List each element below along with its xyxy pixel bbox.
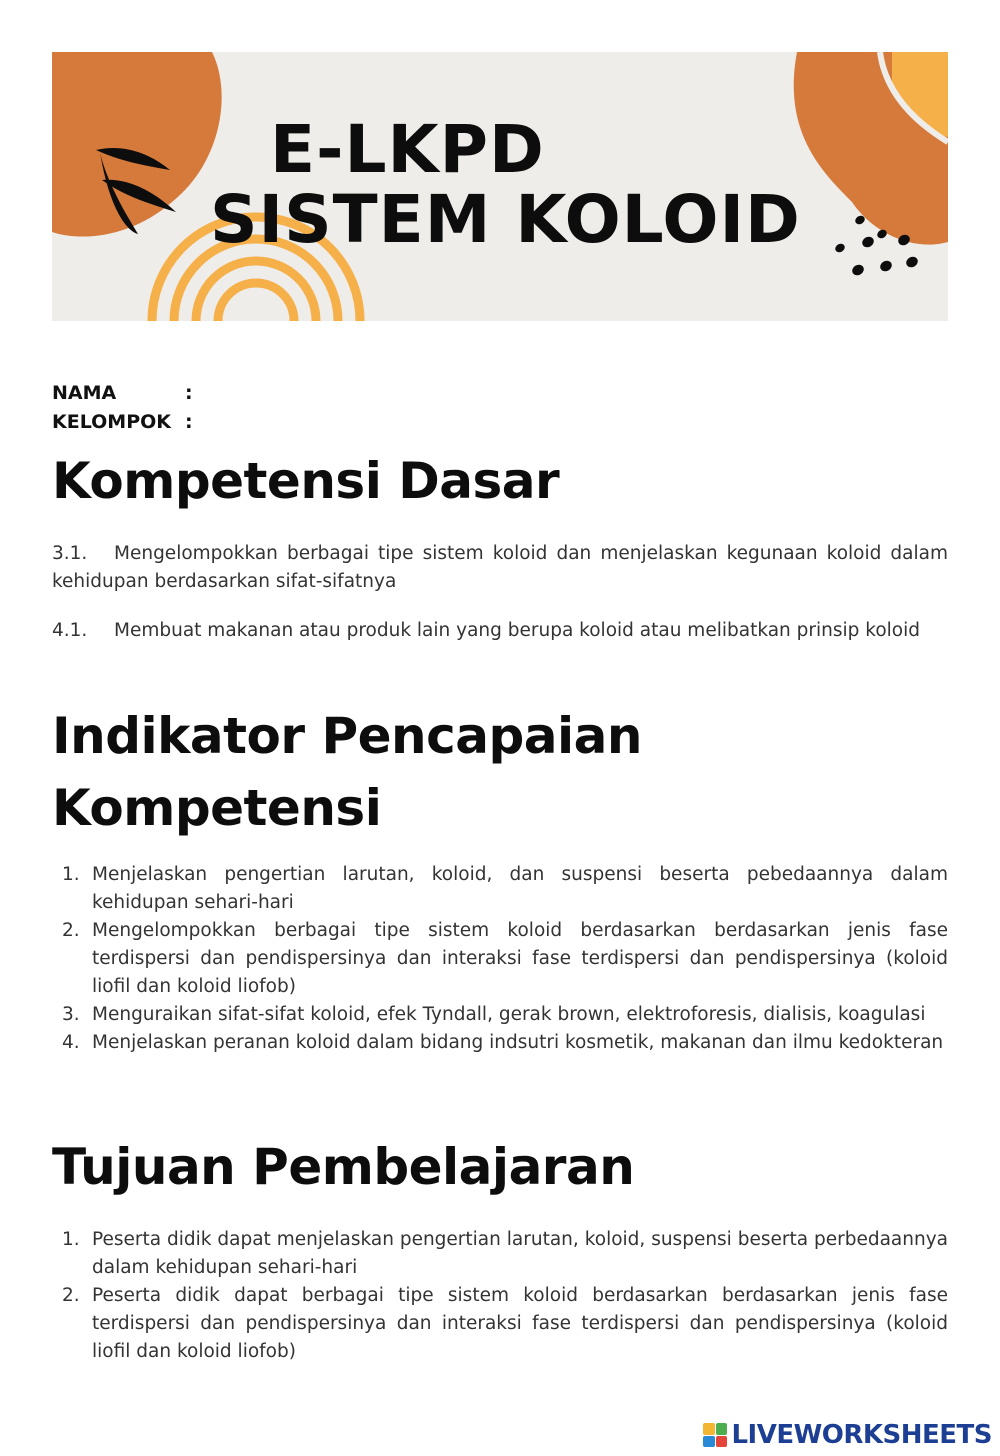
kd-item-number: 4.1. [52,620,88,641]
item-number: 3. [62,1004,80,1025]
banner-title-line1: E-LKPD [270,111,545,188]
item-number: 2. [62,1285,80,1306]
nama-separator: : [185,381,193,404]
item-number: 1. [62,864,80,885]
kd-item [52,540,948,596]
tujuan-item [52,1226,948,1282]
header-banner [52,52,948,321]
student-fields [52,378,193,436]
liveworksheets-logo[interactable] [703,1420,992,1450]
brand-name: LIVEWORKSHEETS [731,1420,992,1450]
kd-item-text: Mengelompokkan berbagai tipe sistem koloid dan menjelaskan kegunaan koloid dalam kehidupan berdasarkan sifat-sifatnya [52,543,948,592]
kompetensi-dasar-heading: Kompetensi Dasar [52,452,560,510]
item-text: Menguraikan sifat-sifat koloid, efek Tyndall, gerak brown, elektroforesis, dialisis, koagulasi [92,1004,926,1025]
kelompok-separator: : [185,410,193,433]
indikator-list [52,861,948,1057]
indikator-item [52,1001,948,1029]
tujuan-heading: Tujuan Pembelajaran [52,1138,635,1196]
item-text: Peserta didik dapat menjelaskan pengertian larutan, koloid, suspensi beserta perbedaannya dalam kehidupan sehari-hari [92,1229,948,1278]
indikator-item [52,917,948,1001]
banner-title [52,52,948,321]
kd-item-text: Membuat makanan atau produk lain yang berupa koloid atau melibatkan prinsip koloid [114,620,920,641]
item-number: 2. [62,920,80,941]
kelompok-row [52,407,193,436]
indikator-item [52,861,948,917]
item-text: Menjelaskan pengertian larutan, koloid, dan suspensi beserta pebedaannya dalam kehidupan sehari-hari [92,864,948,913]
liveworksheets-icon [703,1423,727,1447]
indikator-item [52,1029,948,1057]
nama-row [52,378,193,407]
tujuan-list [52,1226,948,1366]
item-text: Peserta didik dapat berbagai tipe sistem koloid berdasarkan berdasarkan jenis fase terdispersi dan pendispersinya dan interaksi fase terdispersi dan pendispersinya (koloid liofil dan koloid liofob) [92,1285,948,1362]
item-text: Menjelaskan peranan koloid dalam bidang indsutri kosmetik, makanan dan ilmu kedokteran [92,1032,944,1053]
kd-item-number: 3.1. [52,543,88,564]
item-number: 4. [62,1032,80,1053]
kd-item [52,617,948,645]
tujuan-item [52,1282,948,1366]
indikator-heading: Indikator Pencapaian Kompetensi [52,707,642,837]
kelompok-label: KELOMPOK [52,410,171,433]
item-number: 1. [62,1229,80,1250]
item-text: Mengelompokkan berbagai tipe sistem koloid berdasarkan berdasarkan jenis fase terdispersi dan pendispersinya dan interaksi fase terdispersi dan pendispersinya (koloid liofil dan koloid liofob) [92,920,948,997]
banner-title-line2: SISTEM KOLOID [210,181,801,258]
nama-label: NAMA [52,381,117,404]
